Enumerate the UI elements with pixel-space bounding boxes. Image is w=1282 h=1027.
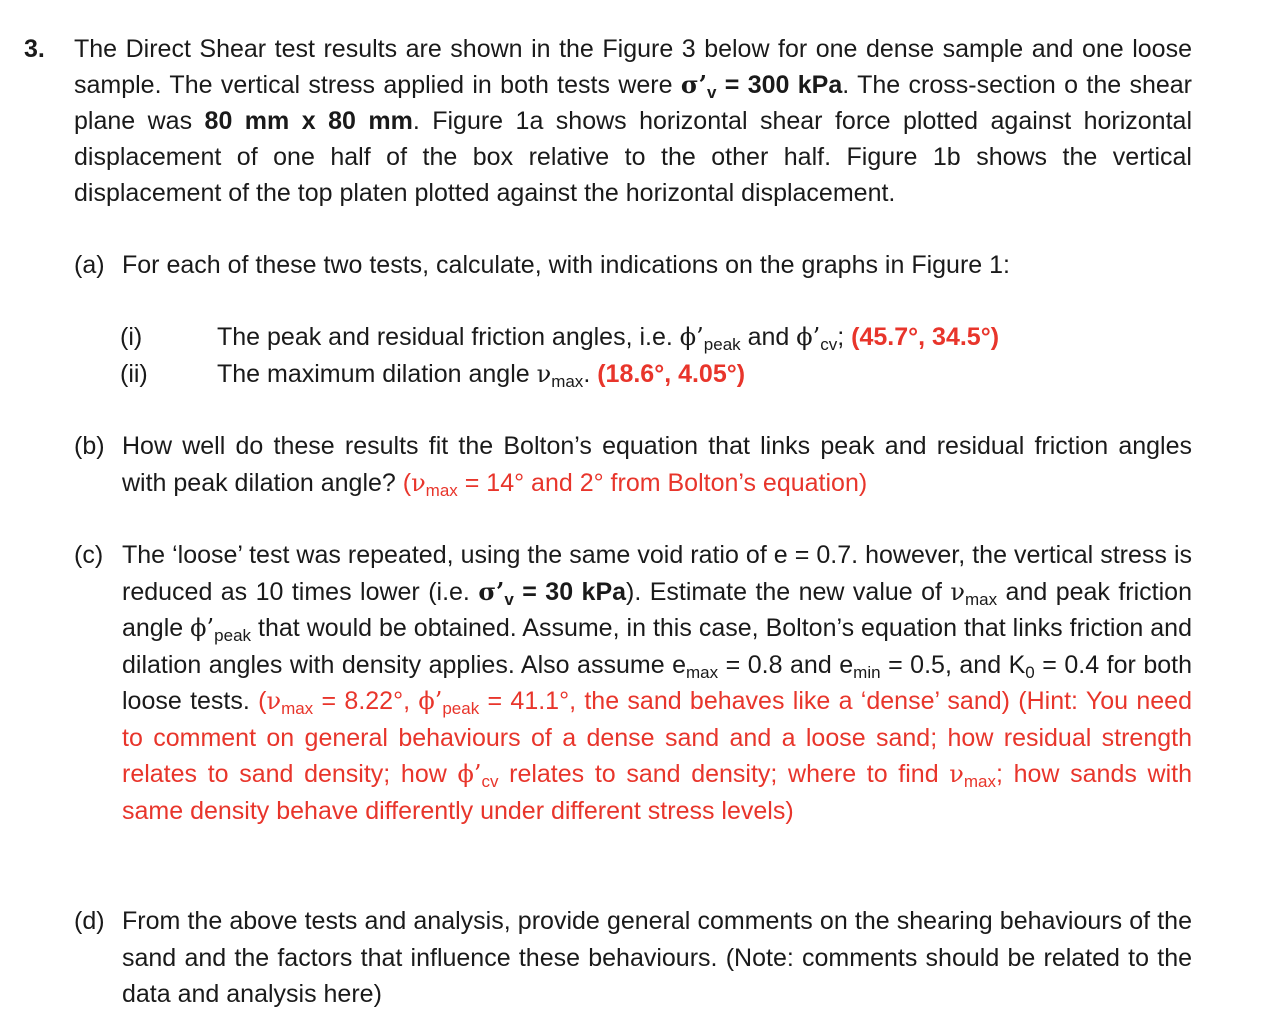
part-c-answer-hint: ($\nu_{max} = 8.22^\circ$, $\phi’_{peak} = 41.1^\circ$, the sand behaves like a ‘dense’ sand) (Hint: You need to comment on general behaviours of a dense sand and a loose sand; how residual strength relates to sand density; how $\phi’_{cv}$ relates to sand density; where to find $\nu_{max}$; how sands with same density behave differently under different stress levels)	[122, 687, 1192, 825]
part-a-i-answer: (45.7°, 34.5°)	[844, 323, 1000, 351]
part-a-label: (a)	[74, 251, 105, 279]
part-a-ii-answer: (18.6°, 4.05°)	[590, 360, 746, 388]
question-page: 3. The Direct Shear test results are shown in the Figure 3 below for one dense sample and one loose sample. The vertical stress applied in both tests were $\sigma’_v = 300$ kPa. The cross-section o the shear plane was 80 mm x 80 mm. Figure 1a shows horizontal shear force plotted against horizontal displacement of one half of the box relative to the other half. Figure 1b shows the vertical displacement of the top platen plotted against the horizontal displacement. (a) For each of these two tests, calculate, with indications on the graphs in Figure 1: (i) The peak and residual friction angles, i.e. $\phi’_{peak}$ and $\phi’_{cv}$; (45.7°, 34.5°) (ii) The maximum dilation angle $\nu_{max}$. (18.6°, 4.05°) (b) How well do these results fit the Bolton’s equation that links peak and residual friction angles with peak dilation angle? ($\nu_{max} = 14^\circ$ and 2° from Bolton’s equation) (c) The ‘loose’ test was repeated, using the same void ratio of e = 0.7. however, the vertical stress is reduced as 10 times lower (i.e. $\sigma’_v = 30$ kPa). Estimate the new value of $\nu_{max}$ and peak friction angle $\phi’_{peak}$ that would be obtained. Assume, in this case, Bolton’s equation that links friction and dilation angles with density applies. Also assume $e_{max} = 0.8$ and $e_{min} = 0.5$, and $K_0 = 0.4$ for both loose tests. ($\nu_{max} = 8.22^\circ$, $\phi’_{peak} = 41.1^\circ$, the sand behaves like a ‘dense’ sand) (Hint: You need to comment on general behaviours of a dense sand and a loose sand; how residual strength relates to sand density; how $\phi’_{cv}$ relates to sand density; where to find $\nu_{max}$; how sands with same density behave differently under different stress levels) (d) From the above tests and analysis, provide general comments on the shearing behaviours of the sand and the factors that influence these behaviours. (Note: comments should be related to the data and analysis here)	[0, 0, 1282, 1027]
part-b-text: How well do these results fit the Bolton’s equation that links peak and residual friction angles with peak dilation angle?	[122, 432, 1192, 497]
part-b-label: (b)	[74, 432, 105, 460]
question-number: 3.	[24, 35, 45, 63]
part-c-label: (c)	[74, 541, 104, 569]
part-d-label: (d)	[74, 907, 105, 935]
part-d-text: From the above tests and analysis, provide general comments on the shearing behaviours of the sand and the factors that influence these behaviours. (Note: comments should be related to the data and analysis here)	[122, 907, 1192, 1008]
vertical-stress: $\sigma’_v = 300$ kPa	[680, 70, 843, 102]
reduced-vertical-stress: $\sigma’_v = 30$ kPa	[478, 576, 627, 609]
question-intro: The Direct Shear test results are shown in the Figure 3 below for one dense sample and one loose sample. The vertical stress applied in both tests were $\sigma’_v = 300$ kPa. The cross-section o the shear plane was 80 mm x 80 mm. Figure 1a shows horizontal shear force plotted against horizontal displacement of one half of the box relative to the other half. Figure 1b shows the vertical displacement of the top platen plotted against the horizontal displacement.	[74, 35, 1193, 207]
part-b-answer: ($\nu_{max} = 14^\circ$ and 2° from Bolton’s equation)	[402, 468, 868, 500]
part-a-text: For each of these two tests, calculate, with indications on the graphs in Figure 1:	[122, 251, 1010, 279]
shear-plane-area: 80 mm x 80 mm	[204, 107, 413, 135]
